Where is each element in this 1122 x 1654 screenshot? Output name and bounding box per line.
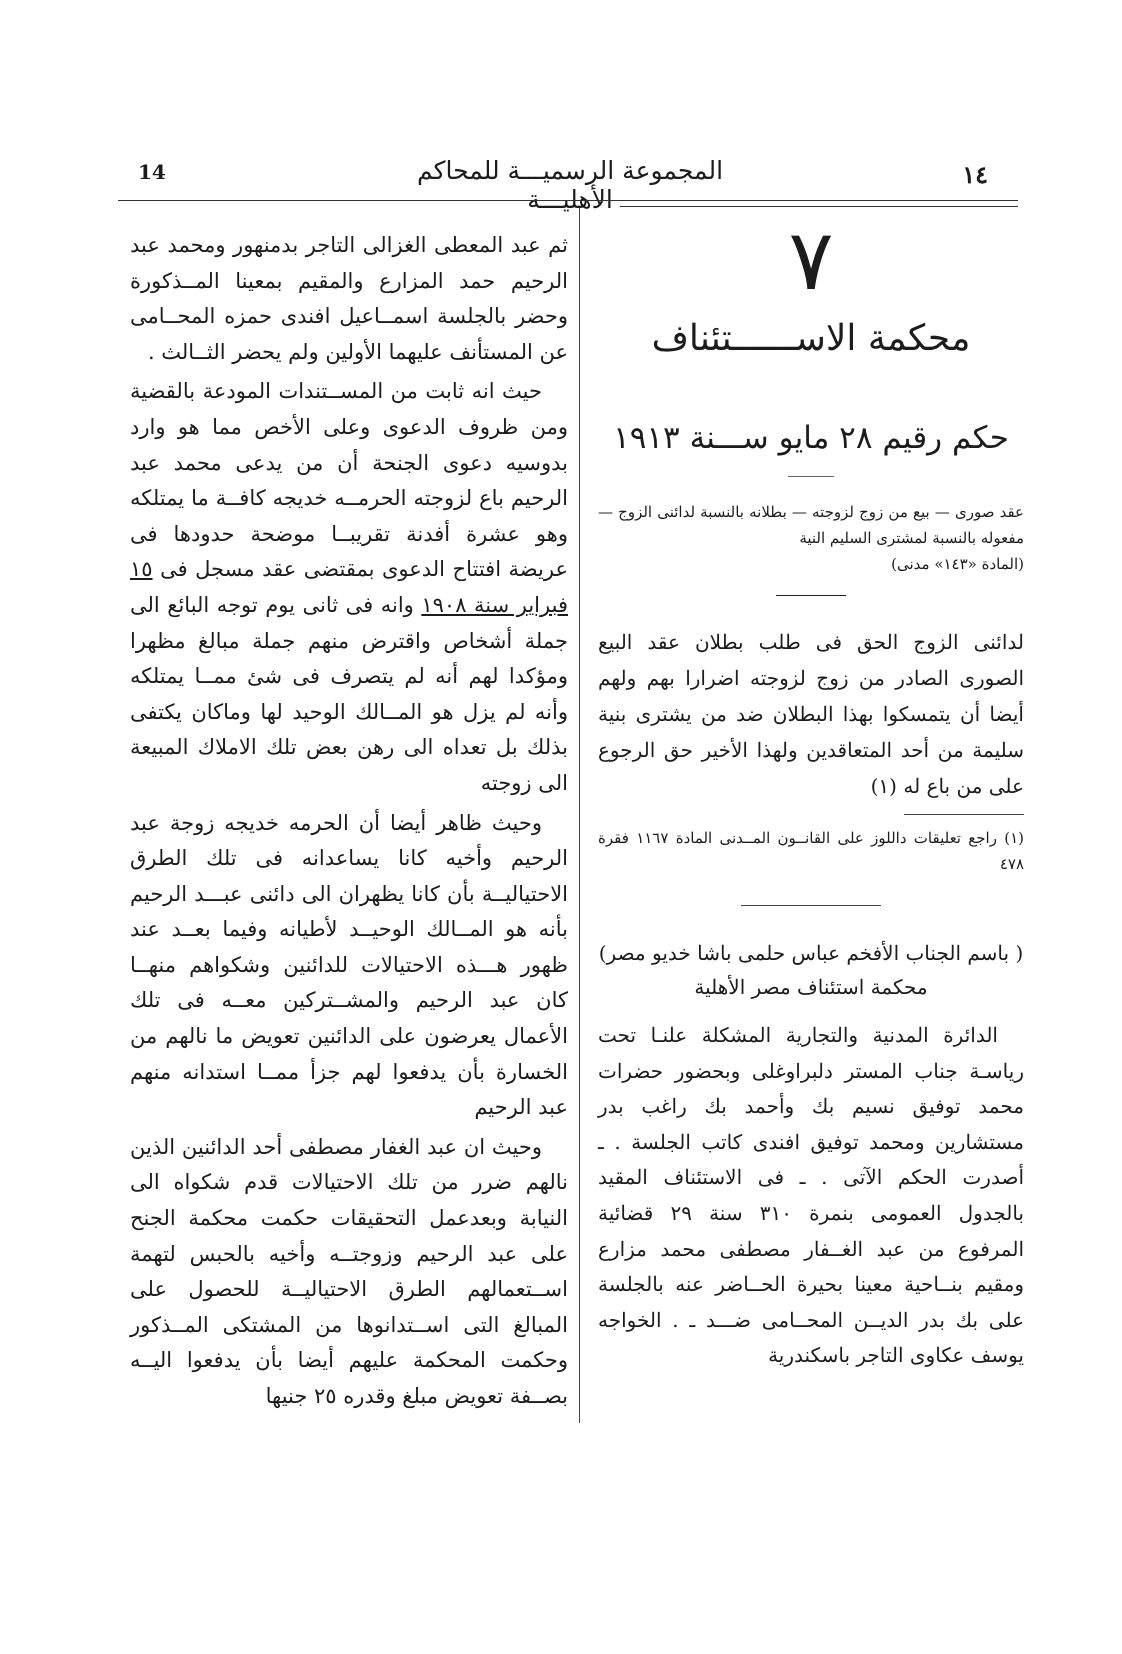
header-rule — [118, 200, 1018, 201]
court-title: محكمة الاســــــتئناف — [651, 318, 971, 359]
title-separator — [788, 476, 834, 477]
royal-invocation: ( باسم الجناب الأفخم عباس حلمى باشا خديو مصر) — [598, 941, 1024, 965]
case-summary — [598, 499, 1024, 577]
facts-text-start: حيث انه ثابت من المســتندات المودعة بالقضية ومن ظروف الدعوى وعلى الأخص مما هو وارد بدوسيه دعوى الجنحة أن من يدعى محمد عبد الرحيم باع لزوجته الحرمــه خديجه كافــة ما يمتلكه وهو عشرة أفدنة تقريبــا موضحة حدودها فى عريضة افتتاح الدعوى بمقتضى عقد مسجل فى — [130, 379, 568, 582]
column-divider — [579, 208, 580, 1423]
footnote-mark: (١) — [870, 774, 897, 798]
summary-keywords: عقد صورى — بيع من زوج لزوجته — بطلانه بالنسبة لدائنى الزوج — مفعوله بالنسبة لمشترى السليم النية — [598, 503, 1024, 547]
legal-principle — [598, 624, 1024, 804]
header-rule-secondary — [620, 206, 1018, 207]
case-number: ٧ — [788, 211, 834, 309]
left-column — [130, 228, 568, 1419]
paragraph-facts — [130, 374, 568, 801]
right-column — [598, 212, 1024, 1374]
summary-separator — [776, 595, 846, 596]
footnote: (١) راجع تعليقات داللوز على القانــون المــدنى المادة ١١٦٧ فقرة ٤٧٨ — [598, 829, 1024, 873]
decision-date: حكم رقيم ٢٨ مايو ســـنة ١٩١٣ — [613, 420, 1009, 456]
principle-text: لدائنى الزوج الحق فى طلب بطلان عقد البيع الصورى الصادر من زوج لزوجته اضرارا بهم ولهم أيضا أن يتمسكوا بهذا البطلان ضد من يشترى بنية سليمة من أحد المتعاقدين ولهذا الأخير حق الرجوع على من باع له — [598, 630, 1024, 798]
judgment-preamble: الدائرة المدنية والتجارية المشكلة علنـا تحت رياسـة جناب المستر دلبراوغلى وبحضور حضرات محمد توفيق نسيم بك وأحمد بك راغب بدر مستشارين ومحمد توفيق افندى كاتب الجلسة . ـ أصدرت الحكم الآتى . ـ فى الاستئناف المقيد بالجدول العمومى بنمرة ٣١٠ سنة ٢٩ قضائية المرفوع من عبد الغــفار مصطفى محمد مزارع ومقيم بنــاحية معينا بحيرة الحــاضر عنه بالجلسة على بك بدر الديــن المحــامى ضـــد ـ . الخواجه يوسف عكاوى التاجر باسكندرية — [598, 1023, 1024, 1368]
page-number-latin: 14 — [138, 160, 166, 184]
court-name: محكمة استئناف مصر الأهلية — [694, 975, 928, 999]
paragraph-criminal-judgment: وحيث ان عبد الغفار مصطفى أحد الدائنين الذين نالهم ضرر من تلك الاحتيالات قدم شكواه الى النيابة وبعدعمل التحقيقات حكمت محكمة الجنح على عبد الرحيم وزوجتــه وأخيه بالحبس لتهمة اســتعمالهم الطرق الاحتياليــة للحصول على المبالغ التى اســتدانوها من المشتكى المــذكور وحكمت المحكمة عليهم أيضا بأن يدفعوا اليــه بصــفة تعويض مبلغ وقدره ٢٥ جنيها — [130, 1134, 568, 1408]
paragraph-accomplices: وحيث ظاهر أيضا أن الحرمه خديجه زوجة عبد الرحيم وأخيه كانا يساعدانه فى تلك الطرق الاحتياليــة بأن كانا يظهران الى دائنى عبـــد الرحيم بأنه هو المــالك الوحيــد لأطيانه وفيما بعــد عند ظهور هـــذه الاحتيالات للدائنين وشكواهم منهــا كان عبد الرحيم والمشــتركين معــه فى تلك الأعمال يعرضون على الدائنين تعويض ما نالهم من الخسارة بأن يدفعوا لهم جزأ ممــا استدانه منهم عبد الرحيم — [130, 810, 568, 1120]
section-separator — [741, 905, 881, 906]
footnote-rule — [904, 814, 1024, 815]
facts-text-end: وانه فى ثانى يوم توجه البائع الى جملة أشخاص واقترض منهم جملة مبالغ مظهرا ومؤكدا لهم أنه لم يتصرف فى شئ ممــا يمتلكه وأنه لم يزل هو المــالك الوحيد لها وماكان يكتفى بذلك بل تعداه الى رهن بعض تلك الاملاك المبيعة الى زوجته — [130, 592, 568, 795]
page-header — [130, 156, 1010, 214]
contract-date: ١٥ فبراير سنة ١٩٠٨ — [130, 557, 568, 617]
paragraph-parties: ثم عبد المعطى الغزالى التاجر بدمنهور ومحمد عبد الرحيم حمد المزارع والمقيم بمعينا المــذكورة وحضر بالجلسة اسمــاعيل افندى حمزه المحــامى عن المستأنف عليهما الأولين ولم يحضر الثــالث . — [130, 233, 568, 364]
journal-title: المجموعة الرسميـــة للمحاكم الأهليـــة — [416, 156, 724, 214]
summary-reference: (المادة «١٤٣» مدنى) — [891, 555, 1024, 573]
page-number-arabic: ١٤ — [962, 160, 988, 189]
